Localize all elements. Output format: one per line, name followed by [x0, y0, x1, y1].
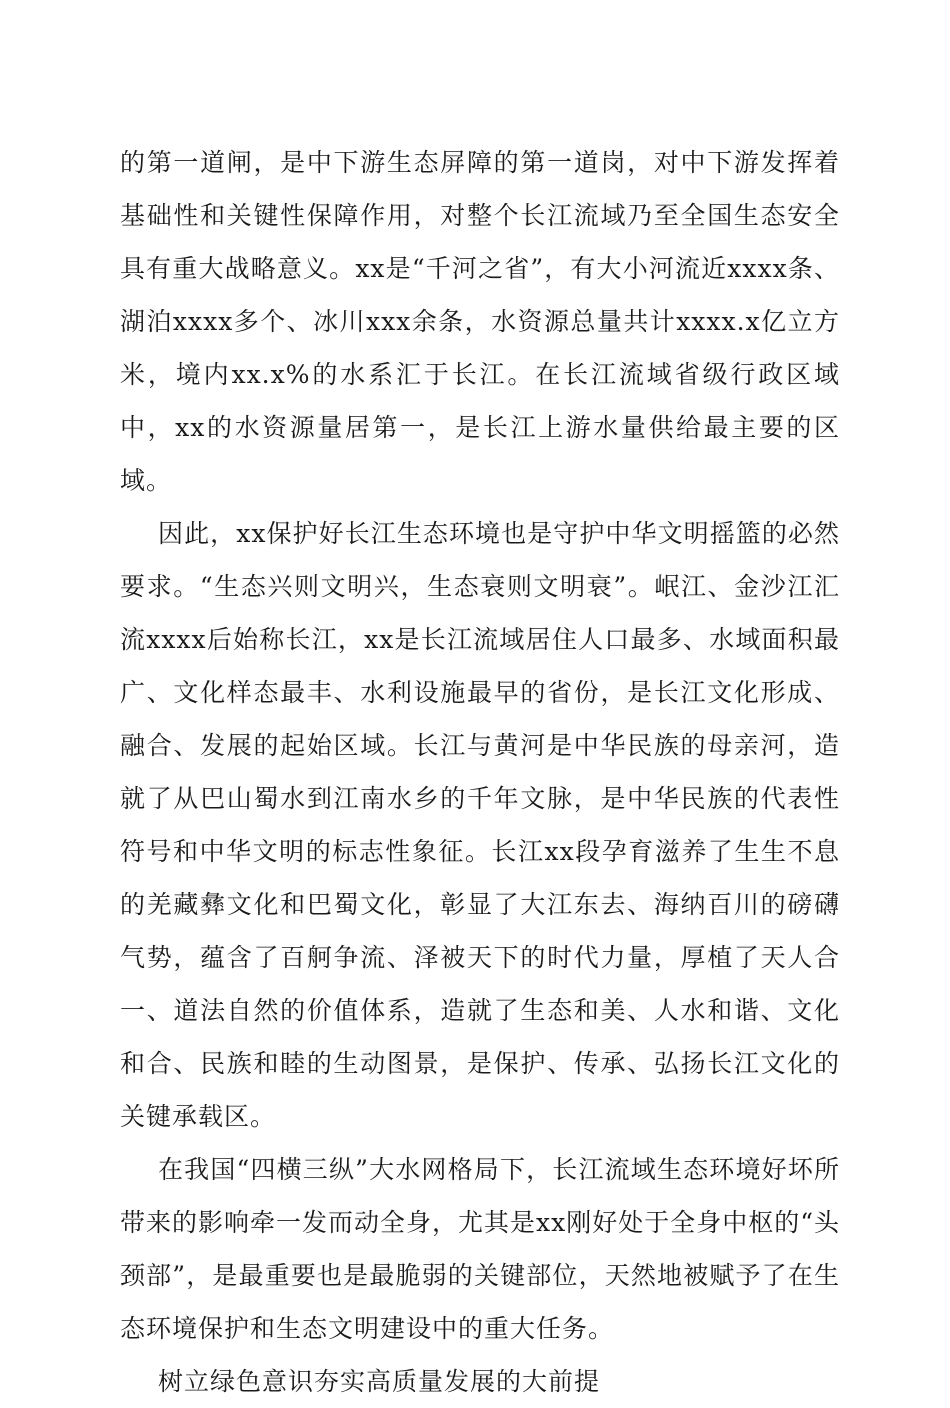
document-body: [120, 136, 840, 1408]
section-heading: 树立绿色意识夯实高质量发展的大前提: [158, 1367, 601, 1396]
paragraph-1: 的第一道闸，是中下游生态屏障的第一道岗，对中下游发挥着基础性和关键性保障作用，对整个长江流域乃至全国生态安全具有重大战略意义。xx是“千河之省”，有大小河流近xxxx条、湖泊xxxx多个、冰川xxx余条，水资源总量共计xxxx.x亿立方米，境内xx.x%的水系汇于长江。在长江流域省级行政区域中，xx的水资源量居第一，是长江上游水量供给最主要的区域。: [120, 148, 840, 495]
paragraph-3: 在我国“四横三纵”大水网格局下，长江流域生态环境好坏所带来的影响牵一发而动全身，尤其是xx刚好处于全身中枢的“头颈部”，是最重要也是最脆弱的关键部位，天然地被赋予了在生态环境保护和生态文明建设中的重大任务。: [120, 1155, 840, 1343]
paragraph-2: 因此，xx保护好长江生态环境也是守护中华文明摇篮的必然要求。“生态兴则文明兴，生态衰则文明衰”。岷江、金沙江汇流xxxx后始称长江，xx是长江流域居住人口最多、水域面积最广、文化样态最丰、水利设施最早的省份，是长江文化形成、融合、发展的起始区域。长江与黄河是中华民族的母亲河，造就了从巴山蜀水到江南水乡的千年文脉，是中华民族的代表性符号和中华文明的标志性象征。长江xx段孕育滋养了生生不息的羌藏彝文化和巴蜀文化，彰显了大江东去、海纳百川的磅礴气势，蕴含了百舸争流、泽被天下的时代力量，厚植了天人合一、道法自然的价值体系，造就了生态和美、人水和谐、文化和合、民族和睦的生动图景，是保护、传承、弘扬长江文化的关键承载区。: [120, 519, 840, 1131]
